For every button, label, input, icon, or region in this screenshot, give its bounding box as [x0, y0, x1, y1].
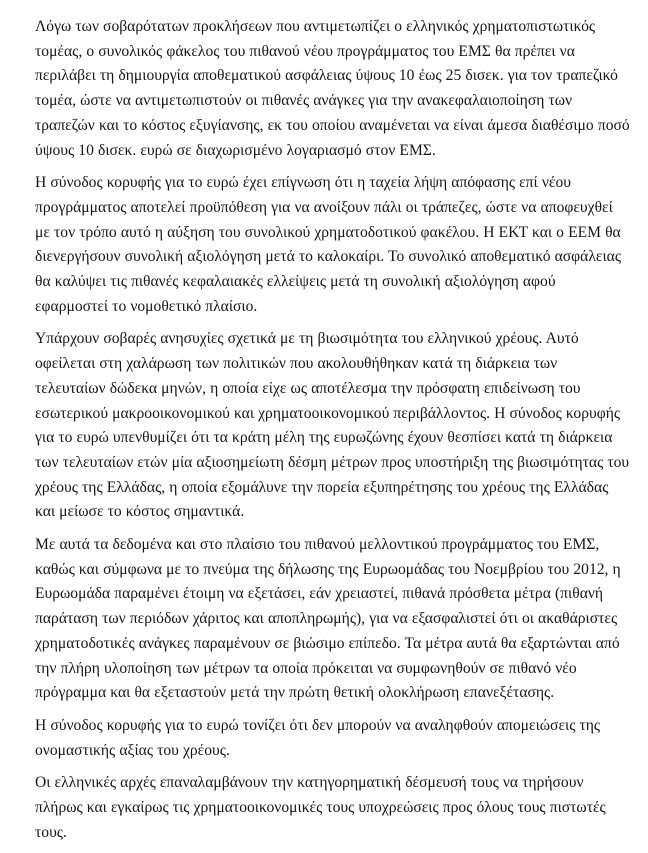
paragraph-euro-summit-decision: Η σύνοδος κορυφής για το ευρώ έχει επίγνωση ότι η ταχεία λήψη απόφασης επί νέου προγράμματος αποτελεί προϋπόθεση για να ανοίξουν πάλι οι τράπεζες, ώστε να αποφευχθεί με τον τρόπο αυτό η αύξηση του συνολικού χρηματοδοτικού φακέλου. Η ΕΚΤ και ο ΕΕΜ θα διενεργήσουν συνολική αξιολόγηση μετά το καλοκαίρι. Το συνολικό αποθεματικό ασφάλειας θα καλύψει τις πιθανές κεφαλαιακές ελλείψεις μετά τη συνολική αξιολόγηση αφού εφαρμοστεί το νομοθετικό πλαίσιο.	[35, 174, 622, 315]
paragraph-eurogroup-additional-measures: Με αυτά τα δεδομένα και στο πλαίσιο του πιθανού μελλοντικού προγράμματος του ΕΜΣ, καθώς και σύμφωνα με το πνεύμα της δήλωσης της Ευρωομάδας του Νοεμβρίου του 2012, η Ευρωομάδα παραμένει έτοιμη να εξετάσει, εάν χρειαστεί, πιθανά πρόσθετα μέτρα (πιθανή παράταση των περιόδων χάριτος και αποπληρωμής), για να εξασφαλιστεί ότι οι ακαθάριστες χρηματοδοτικές ανάγκες παραμένουν σε βιώσιμο επίπεδο. Τα μέτρα αυτά θα εξαρτώνται από την πλήρη υλοποίηση των μέτρων τα οποία πρόκειται να συμφωνηθούν σε πιθανό νέο πρόγραμμα και θα εξεταστούν μετά την πρώτη θετική ολοκλήρωση επανεξέτασης.	[35, 536, 621, 702]
paragraph-bank-sector-buffer: Λόγω των σοβαρότατων προκλήσεων που αντιμετωπίζει ο ελληνικός χρηματοπιστωτικός τομέας, ο συνολικός φάκελος του πιθανού νέου προγράμματος του ΕΜΣ θα πρέπει να περιλάβει τη δημιουργία αποθεματικού ασφάλειας ύψους 10 έως 25 δισεκ. για τον τραπεζικό τομέα, ώστε να αντιμετωπιστούν οι πιθανές ανάγκες για την ανακεφαλαιοποίηση των τραπεζών και το κόστος εξυγίανσης, εκ του οποίου αναμένεται να είναι άμεσα διαθέσιμο ποσό ύψους 10 δισεκ. ευρώ σε διαχωρισμένο λογαριασμό στον ΕΜΣ.	[35, 18, 630, 159]
paragraph-debt-sustainability-concerns: Υπάρχουν σοβαρές ανησυχίες σχετικά με τη βιωσιμότητα του ελληνικού χρέους. Αυτό οφείλεται στη χαλάρωση των πολιτικών που ακολουθήθηκαν κατά τη διάρκεια των τελευταίων δώδεκα μηνών, η οποία είχε ως αποτέλεσμα την πρόσφατη επιδείνωση του εσωτερικού μακροοικονομικού και χρηματοοικονομικού περιβάλλοντος. Η σύνοδος κορυφής για το ευρώ υπενθυμίζει ότι τα κράτη μέλη της ευρωζώνης έχουν θεσπίσει κατά τη διάρκεια των τελευταίων ετών μία αξιοσημείωτη δέσμη μέτρων προς υποστήριξη της βιωσιμότητας του χρέους της Ελλάδας, η οποία εξομάλυνε την πορεία εξυπηρέτησης του χρέους της Ελλάδας και μείωσε το κόστος σημαντικά.	[35, 330, 630, 521]
paragraph-no-nominal-haircuts: Η σύνοδος κορυφής για το ευρώ τονίζει ότι δεν μπορούν να αναληφθούν απομειώσεις της ονομαστικής αξίας του χρέους.	[35, 716, 601, 759]
paragraph-greek-authorities-commitment: Οι ελληνικές αρχές επαναλαμβάνουν την κατηγορηματική δέσμευσή τους να τηρήσουν πλήρως και εγκαίρως τις χρηματοοικονομικές τους υποχρεώσεις προς όλους τους πιστωτές τους.	[35, 774, 606, 841]
